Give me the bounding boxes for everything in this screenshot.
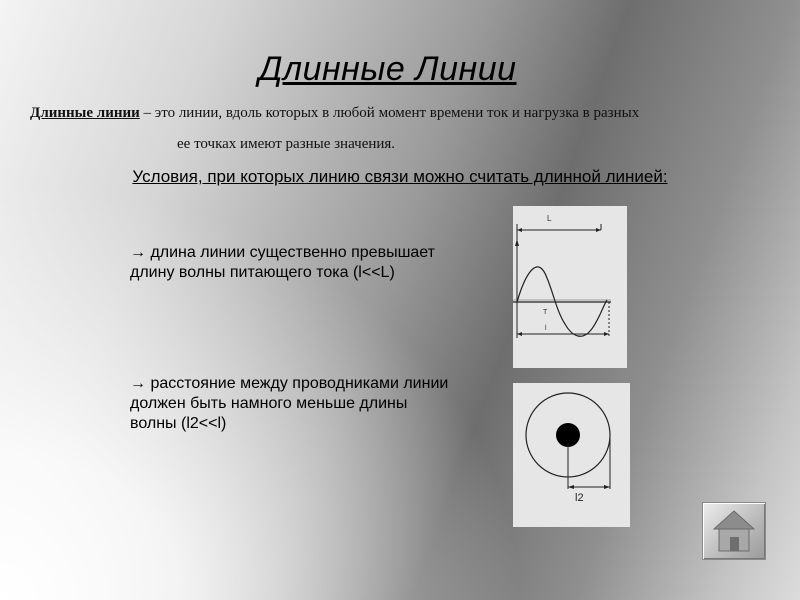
definition-line1: – это линии, вдоль которых в любой момент времени ток и нагрузка в разных <box>139 105 640 121</box>
condition-length <box>130 243 490 283</box>
wave-diagram <box>513 206 627 368</box>
slide-title: Длинные Линии <box>258 50 517 88</box>
coax-diagram <box>513 383 630 527</box>
condition-distance-line3: волны (l2<<l) <box>130 415 227 432</box>
home-icon <box>712 509 756 553</box>
wave-label-period: T <box>543 309 548 316</box>
conditions-heading: Условия, при которых линию связи можно считать длинной линией: <box>132 167 668 186</box>
wave-figure <box>513 206 627 368</box>
definition-line2: ее точках имеют разные значения. <box>177 136 396 152</box>
definition-text <box>30 98 770 160</box>
condition-length-line2: длину волны питающего тока (l<<L) <box>130 264 395 281</box>
condition-distance-line2: должен быть намного меньше длины <box>130 395 408 412</box>
condition-distance <box>130 374 500 434</box>
wave-label-top: L <box>547 214 552 223</box>
coax-figure <box>513 383 630 527</box>
coax-label: l2 <box>575 492 584 504</box>
home-button[interactable] <box>702 502 766 560</box>
wave-label-bottom: l <box>545 325 547 332</box>
condition-distance-line1: → расстояние между проводниками линии <box>130 375 449 392</box>
condition-length-line1: → длина линии существенно превышает <box>130 244 435 261</box>
definition-term: Длинные линии <box>30 105 140 121</box>
